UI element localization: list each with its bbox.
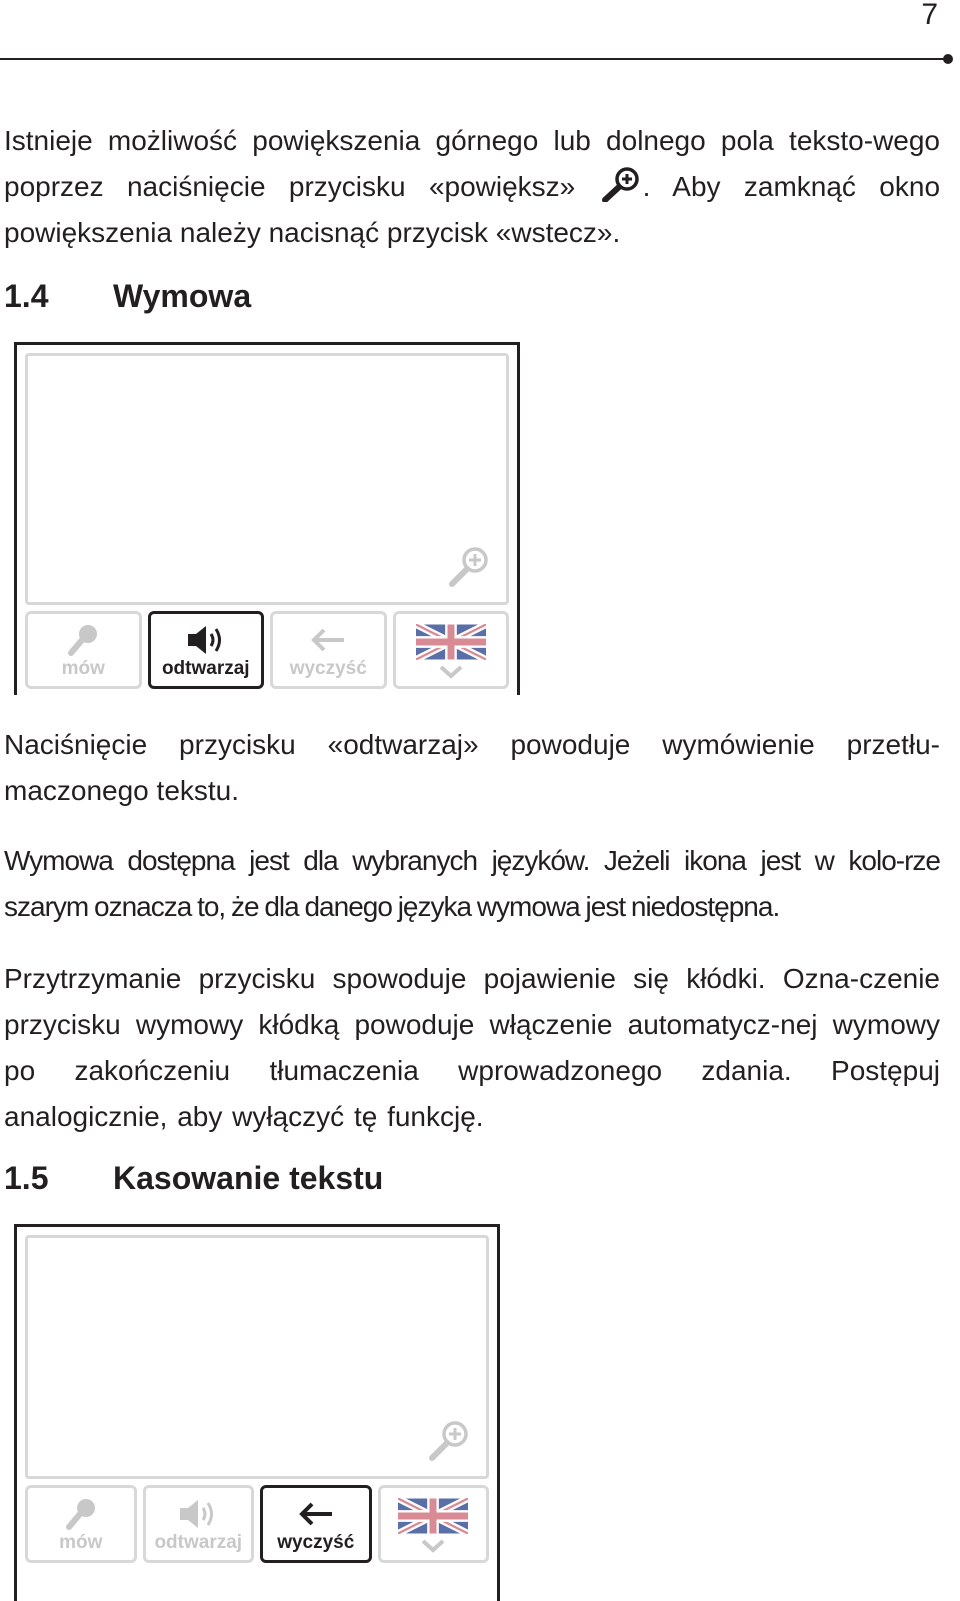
play-button-label: odtwarzaj bbox=[161, 658, 250, 679]
microphone-icon bbox=[61, 622, 105, 658]
paragraph-lock: Przytrzymanie przycisku spowoduje pojawienie się kłódki. Ozna-czenie przycisku wymowy kłódką powoduje włączenie automatycz-nej wymowy po zakończeniu tłumaczenia wprowadzonego zdania. Postępuj analogicznie, aby wyłączyć tę funkcję. bbox=[4, 963, 940, 1132]
arrow-left-icon bbox=[306, 622, 350, 658]
zoom-in-icon[interactable] bbox=[446, 544, 492, 590]
section-title: Wymowa bbox=[113, 278, 252, 314]
chevron-down-icon bbox=[438, 664, 464, 680]
page-number: 7 bbox=[921, 0, 938, 31]
clear-button-label: wyczyść bbox=[277, 1532, 355, 1553]
header-rule bbox=[0, 58, 945, 60]
arrow-left-icon bbox=[294, 1496, 338, 1532]
intro-text-1: Istnieje możliwość powiększenia górnego lub dolnego pola teksto-wego poprzez naciśnięcie przycisku «powiększ» bbox=[4, 125, 940, 202]
section-heading-1-5 bbox=[4, 1160, 383, 1197]
text-field[interactable] bbox=[25, 1235, 489, 1479]
microphone-icon bbox=[59, 1496, 103, 1532]
button-row bbox=[25, 1485, 489, 1563]
clear-button[interactable] bbox=[260, 1485, 372, 1563]
language-button[interactable] bbox=[393, 611, 510, 689]
speak-button[interactable] bbox=[25, 1485, 137, 1563]
paragraph-play: Naciśnięcie przycisku «odtwarzaj» powoduje wymówienie przetłu-maczonego tekstu. bbox=[4, 729, 940, 806]
intro-text-2: . Aby zamknąć okno powiększenia należy nacisnąć przycisk «wstecz». bbox=[4, 171, 941, 248]
speaker-icon bbox=[184, 622, 228, 658]
intro-paragraph bbox=[4, 118, 940, 256]
section-heading-1-4 bbox=[4, 278, 251, 315]
play-button[interactable] bbox=[148, 611, 265, 689]
chevron-down-icon bbox=[420, 1538, 446, 1554]
speak-button-label: mów bbox=[61, 658, 105, 679]
header-rule-dot bbox=[943, 54, 953, 64]
uk-flag-icon bbox=[416, 624, 486, 660]
play-button[interactable] bbox=[143, 1485, 255, 1563]
translator-screen-clear bbox=[14, 1224, 500, 1601]
section-title: Kasowanie tekstu bbox=[113, 1160, 384, 1196]
language-button[interactable] bbox=[378, 1485, 490, 1563]
clear-button[interactable] bbox=[270, 611, 387, 689]
speak-button[interactable] bbox=[25, 611, 142, 689]
zoom-in-icon[interactable] bbox=[426, 1418, 472, 1464]
clear-button-label: wyczyść bbox=[289, 658, 367, 679]
text-field[interactable] bbox=[25, 353, 509, 605]
paragraph-availability: Wymowa dostępna jest dla wybranych języków. Jeżeli ikona jest w kolo-rze szarym oznacza to, że dla danego języka wymowa jest niedostępna. bbox=[4, 845, 940, 922]
zoom-in-icon bbox=[599, 166, 643, 202]
speak-button-label: mów bbox=[59, 1532, 103, 1553]
speaker-icon bbox=[176, 1496, 220, 1532]
uk-flag-icon bbox=[398, 1498, 468, 1534]
section-number: 1.5 bbox=[4, 1160, 49, 1196]
translator-screen-pronunciation bbox=[14, 342, 520, 695]
section-number: 1.4 bbox=[4, 278, 49, 314]
play-button-label: odtwarzaj bbox=[154, 1532, 243, 1553]
button-row bbox=[25, 611, 509, 689]
